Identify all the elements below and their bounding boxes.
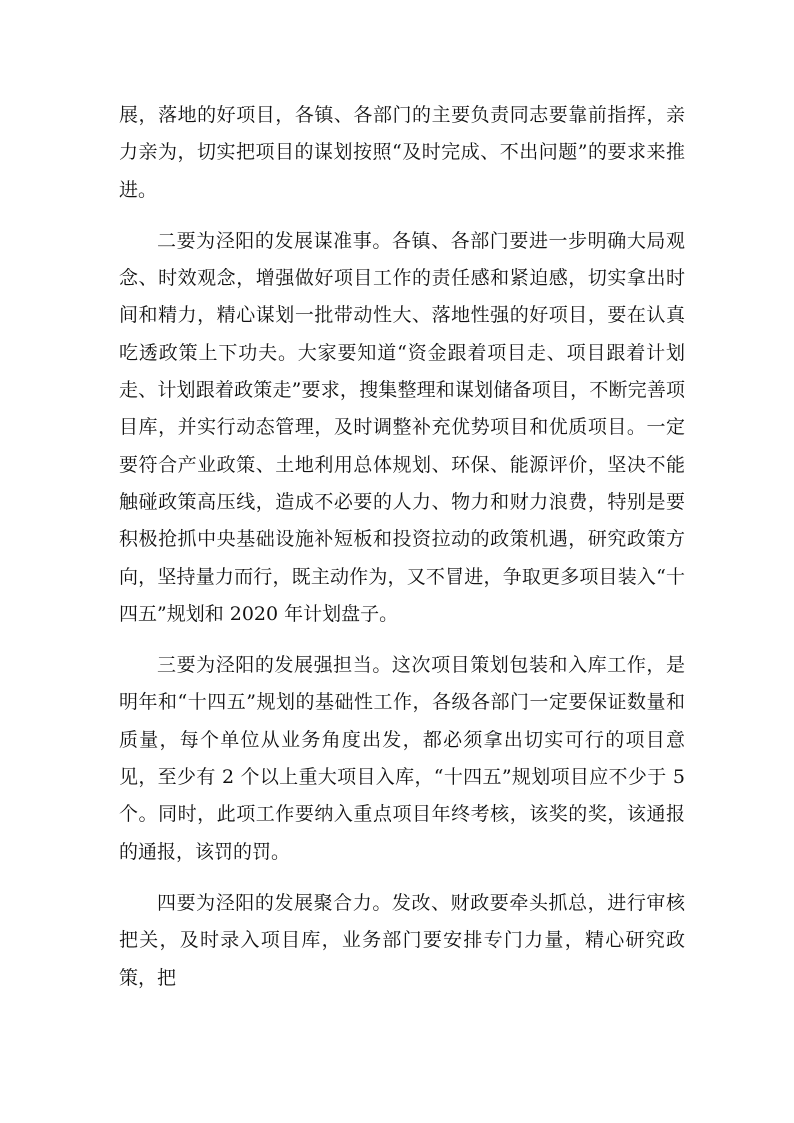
paragraph-fourth-point: 四要为泾阳的发展聚合力。发改、财政要牵头抓总，进行审核把关，及时录入项目库，业务部门要安排专门力量，精心研究政策，把	[119, 891, 685, 989]
paragraph-third-point: 三要为泾阳的发展强担当。这次项目策划包装和入库工作，是明年和“十四五”规划的基础性工作，各级各部门一定要保证数量和质量，每个单位从业务角度出发，都必须拿出切实可行的项目意见，至少有 2 个以上重大项目入库，“十四五”规划项目应不少于 5 个。同时，此项工作要纳入重点项目年终考核，该奖的奖，该通报的通报，该罚的罚。	[119, 654, 685, 863]
document-body	[119, 97, 685, 997]
paragraph-continuation: 展，落地的好项目，各镇、各部门的主要负责同志要靠前指挥，亲力亲为，切实把项目的谋划按照“及时完成、不出问题”的要求来推进。	[119, 104, 685, 201]
paragraph-second-point: 二要为泾阳的发展谋准事。各镇、各部门要进一步明确大局观念、时效观念，增强做好项目工作的责任感和紧迫感，切实拿出时间和精力，精心谋划一批带动性大、落地性强的好项目，要在认真吃透政策上下功夫。大家要知道“资金跟着项目走、项目跟着计划走、计划跟着政策走”要求，搜集整理和谋划储备项目，不断完善项目库，并实行动态管理，及时调整补充优势项目和优质项目。一定要符合产业政策、土地利用总体规划、环保、能源评价，坚决不能触碰政策高压线，造成不必要的人力、物力和财力浪费，特别是要积极抢抓中央基础设施补短板和投资拉动的政策机遇，研究政策方向，坚持量力而行，既主动作为，又不冒进，争取更多项目装入“十四五”规划和 2020 年计划盘子。	[119, 229, 685, 625]
